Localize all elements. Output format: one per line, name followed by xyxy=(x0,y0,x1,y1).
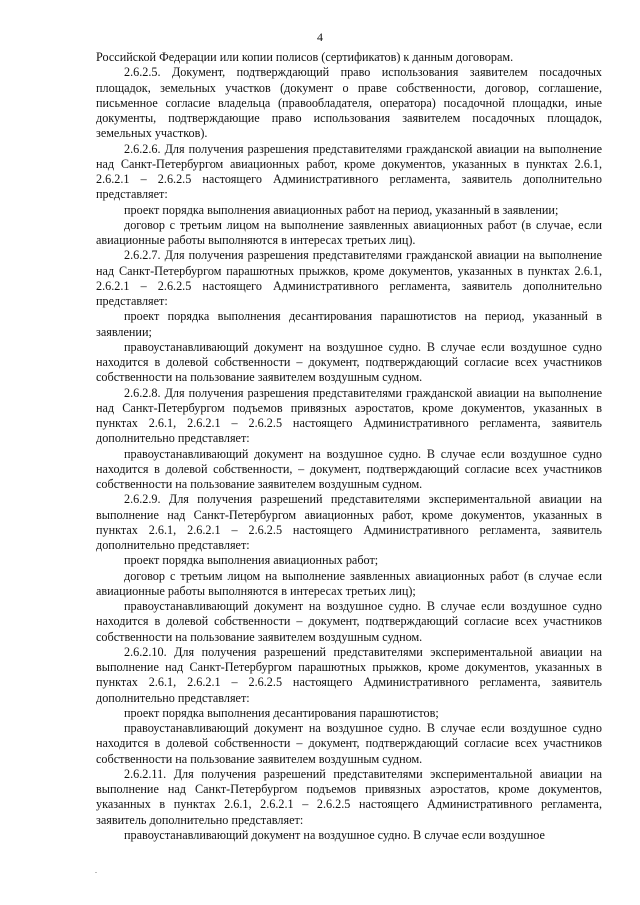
page-number: 4 xyxy=(317,30,323,44)
paragraph-2-6-2-8: 2.6.2.8. Для получения разрешения представителями гражданской авиации на выполнение над Санкт-Петербургом подъемов привязных аэростатов, кроме документов, указанных в пунктах 2.6.1, 2.6.2.1 – 2.6.2.5 настоящего Административного регламента, заявитель дополнительно представляет: xyxy=(96,385,602,446)
scan-artifact xyxy=(95,872,97,873)
list-item-third-party-contract: договор с третьим лицом на выполнение заявленных авиационных работ (в случае если авиационные работы выполняются в интересах третьих лиц); xyxy=(96,568,602,598)
list-item-aircraft-title-document: правоустанавливающий документ на воздушное судно. В случае если воздушное судно находится в долевой собственности – документ, подтверждающий согласие всех участников собственности на пользование заявителем воздушным судном. xyxy=(96,721,602,766)
list-item-work-procedure-project: проект порядка выполнения авиационных работ на период, указанный в заявлении; xyxy=(124,202,559,217)
list-item-parachute-landing-project: проект порядка выполнения десантирования парашютистов на период, указанный в заявлении; xyxy=(96,309,602,339)
list-item-parachute-landing-project: проект порядка выполнения десантирования парашютистов; xyxy=(124,705,439,720)
list-item-third-party-contract: договор с третьим лицом на выполнение заявленных авиационных работ (в случае, если авиационные работы выполняются в интересах третьих лиц). xyxy=(96,217,602,247)
document-body xyxy=(96,50,602,843)
paragraph-2-6-2-5: 2.6.2.5. Документ, подтверждающий право использования заявителем посадочных площадок, земельных участков (документ о праве собственности, договор, соглашение, письменное согласие владельца (правообладателя, оператора) посадочной площадки, иные документы, подтверждающие право использования заявителем посадочных площадок, земельных участков). xyxy=(96,65,602,141)
list-item-aircraft-title-document-partial: правоустанавливающий документ на воздушное судно. В случае если воздушное xyxy=(124,827,545,842)
paragraph-2-6-2-10: 2.6.2.10. Для получения разрешений представителями экспериментальной авиации на выполнение над Санкт-Петербургом парашютных прыжков, кроме документов, указанных в пунктах 2.6.1, 2.6.2.1 – 2.6.2.5 настоящего Административного регламента, заявитель дополнительно представляет: xyxy=(96,644,602,705)
paragraph-continuation: Российской Федерации или копии полисов (сертификатов) к данным договорам. xyxy=(96,50,514,64)
list-item-aircraft-title-document: правоустанавливающий документ на воздушное судно. В случае если воздушное судно находится в долевой собственности, – документ, подтверждающий согласие всех участников собственности на пользование заявителем воздушным судном. xyxy=(96,446,602,491)
paragraph-2-6-2-6: 2.6.2.6. Для получения разрешения представителями гражданской авиации на выполнение над Санкт-Петербургом авиационных работ, кроме документов, указанных в пунктах 2.6.1, 2.6.2.1 – 2.6.2.5 настоящего Административного регламента, заявитель дополнительно представляет: xyxy=(96,141,602,202)
list-item-aircraft-title-document: правоустанавливающий документ на воздушное судно. В случае если воздушное судно находится в долевой собственности – документ, подтверждающий согласие всех участников собственности на пользование заявителем воздушным судном. xyxy=(96,339,602,385)
list-item-aircraft-title-document: правоустанавливающий документ на воздушное судно. В случае если воздушное судно находится в долевой собственности – документ, подтверждающий согласие всех участников собственности на пользование заявителем воздушным судном. xyxy=(96,599,602,644)
paragraph-2-6-2-11: 2.6.2.11. Для получения разрешений представителями экспериментальной авиации на выполнение над Санкт-Петербургом подъемов привязных аэростатов, кроме документов, указанных в пунктах 2.6.1, 2.6.2.1 – 2.6.2.5 настоящего Административного регламента, заявитель дополнительно представляет: xyxy=(96,766,602,827)
paragraph-2-6-2-7: 2.6.2.7. Для получения разрешения представителями гражданской авиации на выполнение над Санкт-Петербургом парашютных прыжков, кроме документов, указанных в пунктах 2.6.1, 2.6.2.1 – 2.6.2.5 настоящего Административного регламента, заявитель дополнительно представляет: xyxy=(96,248,602,308)
list-item-work-procedure-project: проект порядка выполнения авиационных работ; xyxy=(124,553,379,568)
paragraph-2-6-2-9: 2.6.2.9. Для получения разрешений представителями экспериментальной авиации на выполнение над Санкт-Петербургом авиационных работ, кроме документов, указанных в пунктах 2.6.1, 2.6.2.1 – 2.6.2.5 настоящего Административного регламента, заявитель дополнительно представляет: xyxy=(96,492,602,552)
